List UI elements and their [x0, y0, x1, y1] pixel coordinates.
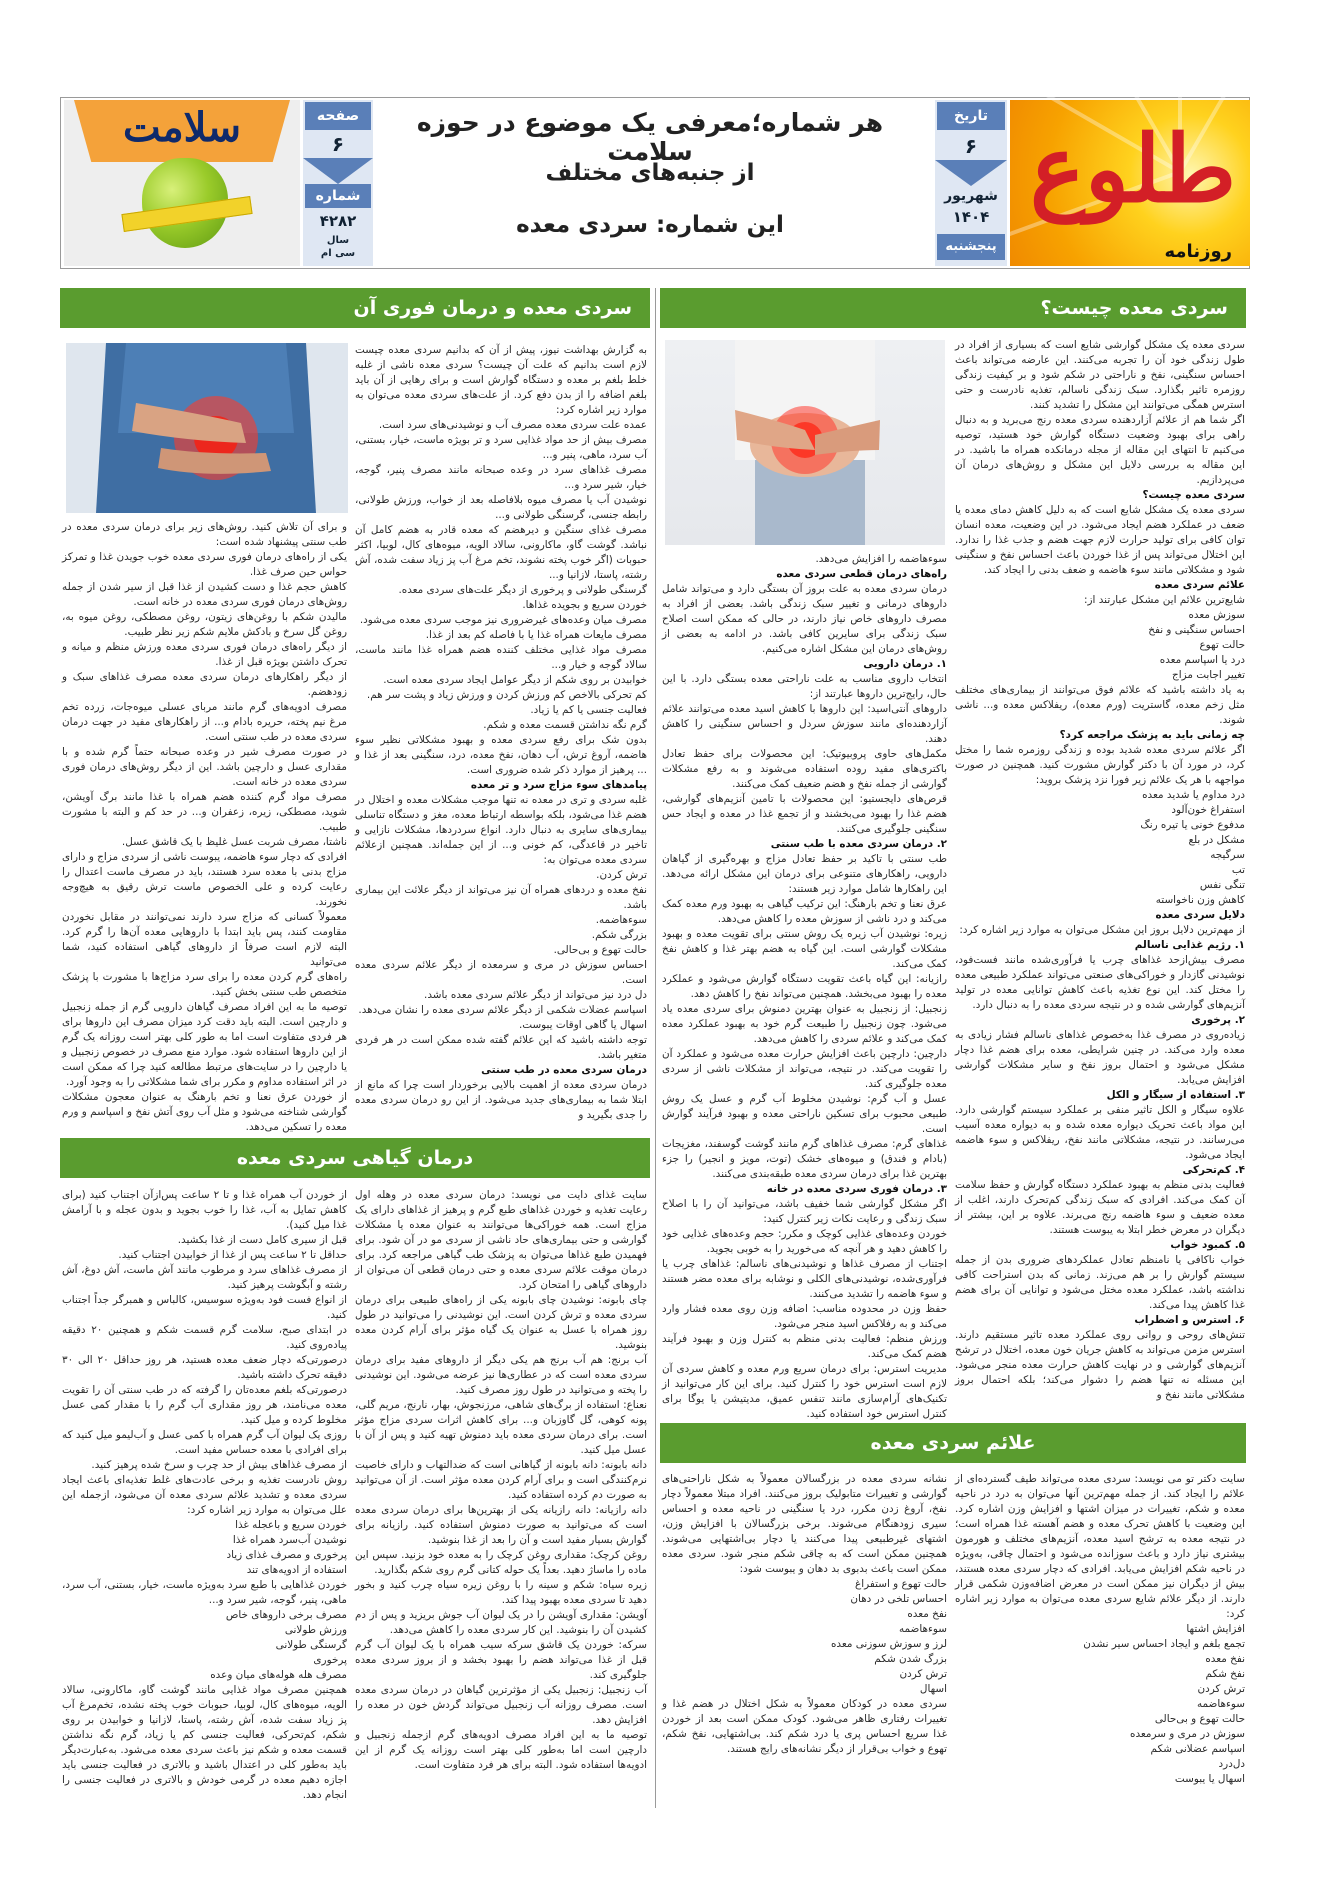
article-paragraph: ترش کردن.: [596, 869, 647, 881]
page-number: ۶: [331, 132, 345, 156]
article-paragraph: تب: [1231, 864, 1245, 876]
article-subheading: ۲. درمان سردی معده با طب سنتی: [770, 838, 947, 850]
article-paragraph: احساس تلخی در دهان: [850, 1593, 947, 1605]
article-paragraph: آویشن: مقداری آویشن را در یک لیوان آب جوش بریزید و پس از دم کشیدن آن را بنوشید. این کار سردی معده را کاهش می‌دهد.: [355, 1609, 647, 1636]
article-subheading: پیامدهای سوء مزاج سرد و تر معده: [470, 779, 647, 791]
article-paragraph: پرخوری و مصرف غذای زیاد: [226, 1549, 347, 1561]
left-section-title: سردی معده و درمان فوری آن: [60, 288, 650, 328]
article-paragraph: مصرف بیش از حد مواد غذایی سرد و تر بویژه ماست، خیار، بستنی، آب سرد، ماهی، پنیر و...: [355, 434, 647, 461]
article-paragraph: عرق نعنا و تخم بارهنگ: این ترکیب گیاهی به بهبود ورم معده کمک می‌کند و درد ناشی از سوزش معده را کاهش می‌دهد.: [662, 898, 947, 925]
article-paragraph: نوشیدن آب‌سرد همراه غذا: [232, 1534, 347, 1546]
page-divider: [655, 288, 656, 1808]
article-paragraph: اسهال یا گاهی اوقات یبوست.: [518, 1019, 647, 1031]
article-paragraph: مصرف غذاهای سرد در وعده صبحانه مانند مصرف پنیر، گوجه، خیار، شیر سرد و...: [355, 464, 647, 491]
article-paragraph: دل درد نیز می‌تواند از دیگر علائم سردی معده باشد.: [424, 989, 647, 1001]
article-paragraph: حالت تهوع: [1199, 639, 1245, 651]
article-paragraph: سوزش معده: [1188, 609, 1245, 621]
date-weekday: پنجشنبه: [937, 234, 1005, 260]
article-paragraph: عسل و آب گرم: نوشیدن مخلوط آب گرم و عسل یک روش طبیعی محبوب برای تسکین ناراحتی معده و بهبود فرآیند گوارش است.: [662, 1093, 947, 1135]
article-paragraph: قرص‌های دایجستیو: این محصولات با تامین آنزیم‌های گوارشی، هضم غذا را بهبود می‌بخشند و از تجمع غذا در معده و ایجاد حس سنگینی جلوگیری می‌کنند.: [662, 793, 947, 835]
article-paragraph: [955, 488, 1245, 503]
article-paragraph: توجه داشته باشید که این علائم گفته شده ممکن است در هر فردی متغیر باشد.: [355, 1034, 647, 1061]
date-tab-label: تاریخ: [937, 102, 1005, 130]
article-paragraph: مدیریت استرس: برای درمان سریع ورم معده و کاهش سردی آن لازم است استرس خود را کنترل کنید. برای این کار می‌توانید از تکنیک‌های آرام‌سازی مانند تنفس عمیق، مدیتیشن یا یوگا برای کنترل استرس خود استفاده کنید.: [662, 1363, 947, 1420]
article-paragraph: بزرگ شدن شکم: [874, 1653, 947, 1665]
article-paragraph: تجمع بلغم و ایجاد احساس سیر نشدن: [1083, 1638, 1245, 1650]
article-paragraph: مدفوع خونی یا تیره رنگ: [1140, 819, 1245, 831]
article-paragraph: از خوردن عرق نعنا و تخم بارهنگ به عنوان معجون مشکلات گوارشی شناخته می‌شود و مثل آب روی آتش نفخ و اسپاسم و ورم معده را تسکین می‌دهد.: [62, 1091, 347, 1133]
article-paragraph: [955, 908, 1245, 923]
article-paragraph: زیره: نوشیدن آب زیره یک روش سنتی برای تقویت معده و بهبود مشکلات گوارشی است. این گیاه به هضم بهتر غذا و کاهش نفخ کمک می‌کند.: [662, 928, 947, 970]
article-paragraph: مصرف میان وعده‌های غیرضروری نیز موجب سردی معده می‌شود.: [359, 614, 647, 626]
article-subheading: ۳. درمان فوری سردی معده در خانه: [766, 1183, 947, 1195]
article-paragraph: درمان سردی معده از اهمیت بالایی برخوردار است چرا که مانع از ابتلا شما به بیماری‌های جدید می‌شود. از این رو درمان سردی معده را جدی بگیرید و: [355, 1079, 647, 1121]
article-paragraph: سردی معده یک مشکل گوارشی شایع است که بسیاری از افراد در طول زندگی خود آن را تجربه می‌کنند. این عارضه می‌تواند باعث احساس سنگینی، نفخ و ناراحتی در شکم شود و بر کیفیت زندگی روزمره تاثیر بگذارد. سبک زندگی ناسالم، تغذیه نادرست و حتی استرس همگی می‌توانند این مشکل را تشدید کنند.: [955, 339, 1245, 411]
article-paragraph: زنجبیل: از زنجبیل به عنوان بهترین دمنوش برای سردی معده یاد می‌شود. چون زنجبیل را طبیعت گرم خود به بهبود عملکرد معده کمک می‌کند و علائم سردی را کاهش می‌دهد.: [662, 1003, 947, 1045]
article-paragraph: مصرف مواد گرم کننده هضم همراه با غذا مانند برگ آویشن، شوید، مصطکی، زیره، زعفران و... در حد کم و البته با مشورت طبیب.: [62, 791, 347, 833]
symptoms-col-d: [662, 1472, 947, 1807]
article-paragraph: احساس سنگینی و نفخ: [1148, 624, 1245, 636]
article-paragraph: سوءهاضمه: [898, 1623, 947, 1635]
article-subheading: علائم سردی معده: [1154, 579, 1245, 591]
article-paragraph: دانه بابونه: دانه بابونه از گیاهانی است که ضدالتهاب و دارای خاصیت نرم‌کنندگی است و برای آرام کردن معده مؤثر است. از آن می‌توانید به صورت دم کرده استفاده کنید.: [355, 1459, 647, 1501]
article-paragraph: شایع‌ترین علائم این مشکل عبارتند از:: [1084, 594, 1245, 606]
article-paragraph: حفظ وزن در محدوده مناسب: اضافه وزن روی معده فشار وارد می‌کند و به رفلاکس اسید منجر می‌شود.: [662, 1303, 947, 1330]
article-paragraph: نفخ معده و دردهای همراه آن نیز می‌تواند از دیگر علائت این بیماری باشد.: [355, 884, 647, 911]
article-paragraph: حالت تهوع و بی‌حالی.: [553, 944, 647, 956]
article-subheading: چه زمانی باید به پزشک مراجعه کرد؟: [1059, 729, 1245, 741]
article-paragraph: مصرف هله هوله‌های میان وعده: [210, 1669, 347, 1681]
article-paragraph: گرسنگی طولانی و پرخوری از دیگر علت‌های سردی معده.: [398, 584, 647, 596]
article-paragraph: استفاده از ادویه‌های تند: [246, 1564, 347, 1576]
article-paragraph: کم تحرکی بالاخص کم ورزش کردن و ورزش زیاد و پشت سر هم.: [366, 689, 647, 701]
article-paragraph: اسپاسم عضلات شکمی از دیگر علائم سردی معده را نشان می‌دهد.: [358, 1004, 647, 1016]
date-panel: [935, 100, 1007, 266]
article-paragraph: خواب ناکافی یا نامنظم تعادل عملکردهای ضروری بدن از جمله سیستم گوارش را بر هم می‌زند. زمانی که بدن استراحت کافی نداشته باشد، عملکرد معده مختل می‌شود و توانایی آن برای هضم غذا کاهش پیدا می‌کند.: [955, 1254, 1245, 1311]
logo-subtitle: روزنامه: [1164, 241, 1232, 262]
article-paragraph: خوردن غذاهایی با طبع سرد به‌ویژه ماست، خیار، بستنی، آب سرد، ماهی، پنیر، گوجه، شیر سرد و...: [62, 1579, 347, 1606]
date-year: ۱۴۰۴: [952, 208, 990, 226]
newspaper-logo: [1010, 100, 1250, 266]
article-paragraph: زیره سیاه: شکم و سینه را با روغن زیره سیاه چرب کنید و بخور دهید تا سردی معده بهبود پیدا کند.: [355, 1579, 647, 1606]
article-paragraph: نفخ معده: [907, 1608, 947, 1620]
section-badge-title: سلامت: [122, 104, 242, 151]
herbal-col-c: [355, 1188, 647, 1808]
symptoms-col-c: [955, 1472, 1245, 1807]
article-paragraph: از دیگر راه‌های درمان فوری سردی معده ورزش منظم و میانه و تحرک داشتن بویژه قبل از غذا.: [62, 641, 347, 668]
article-subheading: ۴. کم‌تحرکی: [1182, 1164, 1245, 1176]
article-paragraph: سوءهاضمه.: [595, 914, 647, 926]
date-month: شهریور: [944, 188, 998, 204]
article-paragraph: از مصرف غذاهای بیش از حد چرب و سرخ شده پرهیز کنید.: [91, 1459, 347, 1471]
volume-number: سی ام: [320, 248, 356, 259]
article-paragraph: اسپاسم عضلانی شکم: [1150, 1743, 1245, 1755]
herbal-section-title: درمان گیاهی سردی معده: [60, 1138, 650, 1178]
article-subheading: ۲. پرخوری: [1191, 1014, 1245, 1026]
article-subheading: درمان سردی معده در طب سنتی: [481, 1064, 647, 1076]
article-paragraph: اسهال: [919, 1683, 947, 1695]
article-paragraph: و برای آن تلاش کنید. روش‌های زیر برای درمان سردی معده در طب سنتی پیشنهاد شده است:: [62, 521, 347, 548]
article-paragraph: دانه رازیانه: دانه رازیانه یکی از بهترین‌ها برای درمان سردی معده است که می‌توانید به صورت دمنوش استفاده کنید. رازیانه برای گوارش بسیار مفید است و آن را بعد از غذا بنوشید.: [355, 1504, 647, 1546]
article-paragraph: علاوه سیگار و الکل تاثیر منفی بر عملکرد سیستم گوارشی دارد. این مواد باعث تحریک دیواره معده شده و به دیواره معده آسیب می‌رسانند. در نتیجه، مشکلاتی مانند نفخ، ریفلاکس و سوء هاضمه ایجاد می‌شود.: [955, 1104, 1245, 1161]
article-paragraph: درمان سردی معده به علت بروز آن بستگی دارد و می‌تواند شامل داروهای درمانی و تغییر سبک زندگی باشد. بعضی از افراد به مصرف داروهای خاص نیاز دارند، در حالی که ممکن است اصلاح سبک زندگی برای سایرین کافی باشد. در ادامه به بعضی از روش‌های درمان این مشکل اشاره می‌کنیم.: [662, 583, 947, 655]
headline-line-3: این شماره: سردی معده: [516, 212, 784, 238]
article-paragraph: اسهال یا یبوست: [1174, 1773, 1245, 1785]
article-paragraph: [355, 1063, 647, 1078]
article-paragraph: انتخاب داروی مناسب به علت ناراحتی معده بستگی دارد. با این حال، رایج‌ترین داروها عبارتند از:: [662, 673, 947, 700]
article-paragraph: روش نادرست تغذیه و برخی عادت‌های غلط تغذیه‌ای باعث ایجاد سردی معده و تشدید علائم سردی معده آن می‌شود، ازجمله این علل می‌توان به موارد زیر اشاره کرد:: [62, 1474, 347, 1516]
article-paragraph: افرادی که دچار سوء هاضمه، یبوست ناشی از سردی مزاج و دارای مزاج بدنی با معده سرد هستند، باید در مصرف ماست اعتدال را رعایت کرده و علی الخصوص ماست ترش رقیق به هیچ‌وجه نخورند.: [62, 851, 347, 908]
article-paragraph: فعالیت بدنی منظم به بهبود عملکرد دستگاه گوارش و حفظ سلامت آن کمک می‌کند. افرادی که سبک زندگی کم‌تحرک دارند، اغلب از معده ضعیف و سوء هاضمه رنج می‌برند. علاوه بر این، بیشتر از دیگران در معرض خطر ابتلا به یبوست هستند.: [955, 1179, 1245, 1236]
article-paragraph: تنگی نفس: [1199, 879, 1245, 891]
abdomen-pain-photo: [66, 343, 348, 513]
article-paragraph: خوابیدن بر روی شکم از دیگر عوامل ایجاد سردی معده است.: [383, 674, 647, 686]
article-paragraph: زیاده‌روی در مصرف غذا به‌خصوص غذاهای ناسالم فشار زیادی به معده وارد می‌کند. در چنین شرایطی، معده برای هضم غذا دچار مشکل می‌شود و احتمال بروز نفخ و سایر مشکلات گوارشی افزایش می‌یابد.: [955, 1029, 1245, 1086]
article-paragraph: همچنین مصرف مواد غذایی مانند گوشت گاو، ماکارونی، سالاد الویه، میوه‌های کال، لوبیا، حبوبات خوب پخته نشده، تخم‌مرغ آب پز زیاد سفت شده، آش رشته، پاستا، لازانیا و خوابیدن بر روی شکم، کم‌تحرکی، فعالیت جنسی کم یا زیاد، گرم نگه نداشتن قسمت معده و شکم نیز باعث سردی معده می‌شود. به‌عبارت‌دیگر باید به‌طور کلی در اعتدال باشید و بالاتری در فعالیت جنسی باید اجازه دهیم معده در گرمی خودش و بالاتری در فعالیت جنسی را انجام دهد.: [62, 1684, 347, 1801]
article-paragraph: ناشتا، مصرف شربت عسل غلیظ با یک قاشق عسل.: [121, 836, 347, 848]
article-paragraph: گرم نگه نداشتن قسمت معده و شکم.: [483, 719, 647, 731]
article-paragraph: غلبه سردی و تری در معده نه تنها موجب مشکلات معده و اختلال در هضم غذا می‌شود، بلکه بواسطه ارتباط معده، مغز و دستگاه تناسلی بیماری‌های سایری به دنبال دارد. انواع سردردها، مشکلات نازایی و تاخیر در قاعدگی، کم خونی و... از این جمله‌اند. همچنین ازعلائم سردی معده می‌توان به:: [355, 794, 647, 866]
article-paragraph: [955, 1238, 1245, 1253]
headline-line-2: از جنبه‌های مختلف: [545, 160, 755, 186]
page-panel: [303, 100, 373, 266]
article-paragraph: مصرف مایعات همراه غذا یا با فاصله کم بعد از غذا.: [425, 629, 647, 641]
page-arrow-icon: [303, 158, 373, 184]
article-paragraph: درصورتی‌که بلغم معده‌تان را گرفته که در طب سنتی آن را تقویت معده می‌نامند، هر روز مقداری آب گرم را با مقدار کمی عسل مخلوط کرده و میل کنید.: [62, 1384, 347, 1426]
article-paragraph: پرخوری: [313, 1654, 347, 1666]
article-subheading: ۵. کمبود خواب: [1170, 1239, 1245, 1251]
article-paragraph: احساس سوزش در مری و سرمعده از دیگر علائم سردی معده است.: [355, 959, 647, 986]
article-paragraph: مکمل‌های حاوی پروبیوتیک: این محصولات برای حفظ تعادل باکتری‌های مفید روده استفاده می‌شوند و به رفع مشکلات گوارشی از جمله نفخ و هضم ضعیف کمک می‌کنند.: [662, 748, 947, 790]
article-paragraph: اگر علائم سردی معده شدید بوده و زندگی روزمره شما را مختل کرد، در مورد آن با دکتر گوارش مشورت کنید. همچنین در صورت مواجهه با هر یک علائم زیر فورا نزد پزشک بروید:: [955, 744, 1245, 786]
logo-wordmark: طلوع: [1030, 115, 1237, 223]
article-paragraph: خوردن وعده‌های غذایی کوچک و مکرر: حجم وعده‌های غذایی خود را کاهش دهید و هر آنچه که می‌خورید را به خوبی بجوید.: [662, 1228, 947, 1255]
article-paragraph: از انواع فست فود به‌ویژه سوسیس، کالباس و همبرگر جداً اجتناب کنید.: [62, 1294, 347, 1321]
article-paragraph: رازیانه: این گیاه باعث تقویت دستگاه گوارش می‌شود و عملکرد معده را بهبود می‌بخشد. همچنین می‌تواند نفخ را کاهش دهد.: [662, 973, 947, 1000]
article-paragraph: از دیگر راهکارهای درمان سردی معده مصرف غذاهای سبک و زودهضم.: [62, 671, 347, 698]
article-paragraph: طب سنتی با تاکید بر حفظ تعادل مزاج و بهره‌گیری از گیاهان دارویی، راهکارهای متنوعی برای درمان این مشکل ارائه می‌دهد. این راهکارها شامل موارد زیر هستند:: [662, 853, 947, 895]
article-paragraph: ترش کردن: [1197, 1683, 1245, 1695]
article-paragraph: مصرف بیش‌ازحد غذاهای چرب یا فرآوری‌شده مانند فست‌فود، نوشیدنی گازدار و خوراکی‌های صنعتی می‌تواند عملکرد طبیعی معده را مختل کند. این نوع تغذیه باعث کاهش توانایی معده در تولید آنزیم‌های گوارشی شده و در نتیجه سردی معده را به دنبال دارد.: [955, 954, 1245, 1011]
article-paragraph: [662, 837, 947, 852]
article-subheading: ۱. رژیم غذایی ناسالم: [1134, 939, 1245, 951]
article-paragraph: نشانه سردی معده در بزرگسالان معمولاً به شکل ناراحتی‌های گوارشی و تغییرات متابولیک بروز می‌کنند. افراد مبتلا معمولاً دچار نفخ، آروغ زدن مکرر، درد یا سنگینی در ناحیه معده و احساس سیری زودهنگام می‌شوند. برخی بزرگسالان با افزایش وزن، اشتهای غیرطبیعی پیدا می‌کنند یا دچار بی‌اشتهایی می‌شوند. همچنین ممکن است که به چاقی شکم منجر شود. سردی معده ممکن است باعث بدبوی بد دهان و یبوست شود:: [662, 1473, 947, 1575]
article-paragraph: مشکل در بلع: [1188, 834, 1245, 846]
right-section-title: سردی معده چیست؟: [660, 288, 1246, 328]
article-paragraph: روزی یک لیوان آب گرم همراه با کمی عسل و آب‌لیمو میل کنید که برای افرادی با معده حساس مفید است.: [62, 1429, 347, 1456]
article-paragraph: [955, 1163, 1245, 1178]
article-paragraph: توصیه ما به این افراد مصرف گیاهان دارویی گرم از جمله زنجبیل و دارچین است. البته باید دقت کرد میزان مصرف این داروها برای هر فردی متفاوت است اما به طور کلی بهتر است روزانه یک گرم از این داروها استفاده شود. موارد منع مصرف در خصوص زنجبیل و یا دارچین را در سایت‌های مرتبط مطالعه کنید چرا که ممکن است در اثر استفاده مداوم و مکرر برای شما مشکلاتی را به وجود آورد.: [62, 1001, 347, 1088]
article-paragraph: افزایش اشتها: [1186, 1623, 1245, 1635]
article-paragraph: در ابتدای صبح، سلامت گرم قسمت شکم و همچنین ۲۰ دقیقه پیاده‌روی کنید.: [62, 1324, 348, 1351]
article-paragraph: سردی معده در کودکان معمولاً به شکل اختلال در هضم غذا و تغییرات رفتاری ظاهر می‌شود. کودک ممکن است بعد از خوردن غذا سریع احساس پری یا درد شکم کند. بی‌اشتهایی، نفخ شکم، تهوع و خواب بی‌قرار از دیگر نشانه‌های رایج هستند.: [662, 1698, 947, 1755]
article-paragraph: [662, 1182, 947, 1197]
article-paragraph: یکی از راه‌های درمان فوری سردی معده خوب جویدن غذا و تمرکز حواس حین صرف غذا.: [62, 551, 347, 578]
article-paragraph: سایت غذای دایت می نویسد: درمان سردی معده در وهله اول رعایت تغذیه و خوردن غذاهای طبع گرم و پرهیز از غذاهای دارای یک مزاج است. همه خوراکی‌ها می‌توانند به عنوان معده یا مشکلات گوارشی و حتی بیماری‌های حاد ناشی از سردی مو در آن شود. برای فهمیدن طبع غذاها می‌توان به پزشک طب گیاهی مراجعه کرد. برای درمان موقت علائم سردی معده و حتی درمان قطعی آن می‌توان از داروهای گیاهی را امتحان کرد.: [355, 1189, 647, 1291]
article-paragraph: بدون شک برای رفع سردی معده و بهبود مشکلاتی نظیر سوء هاضمه، آروغ ترش، آب دهان، نفخ معده، درد، سنگینی بعد از غذا و ... پرهیز از موارد ذکر شده ضروری است.: [355, 734, 647, 776]
article-paragraph: مصرف مواد غذایی مختلف کننده هضم همراه غذا مانند ماست، سالاد گوجه و خیار و...: [355, 644, 647, 671]
article-paragraph: روغن کرچک: مقداری روغن کرچک را به معده خود بزنید. سپس این ماده را ماساژ دهید. بعداً یک حوله کتانی گرم روی شکم بگذارید.: [355, 1549, 647, 1576]
article-paragraph: در صورت مصرف شیر در وعده صبحانه حتماً گرم شده و با مقداری عسل و دارچین باشد. این از دیگر روش‌های درمان فوری سردی معده در خانه است.: [62, 746, 347, 788]
article-paragraph: فعالیت جنسی یا کم یا زیاد.: [530, 704, 647, 716]
article-paragraph: سایت دکتر تو می نویسد: سردی معده می‌تواند طیف گسترده‌ای از علائم را ایجاد کند. از جمله مهم‌ترین آنها می‌توان به درد در ناحیه معده و شکم، تغییرات در میزان اشتها و افزایش وزن اشاره کرد. این وضعیت با کاهش تحرک معده و هضم آهسته غذا همراه است؛ در نتیجه معده به ترشح اسید معده، آنزیم‌های مختلف و هورمون بیشتری نیاز دارد و باعث سوزانده می‌شود و احتمال چاقی، به‌ویژه در ناحیه شکم افزایش می‌یابد. افرادی که دچار سردی معده هستند، بیش از دیگران نیز ممکن است در معرض اضافه‌وزن شکمی قرار دارند. از دیگر علائم شایع سردی معده می‌توان به موارد زیر اشاره کرد:: [955, 1473, 1245, 1620]
article-paragraph: به گزارش بهداشت نیوز، پیش از آن که بدانیم سردی معده چیست لازم است بدانیم که علت آن چیست؟ سردی معده ناشی از غلبه خلط بلغم بر معده و دستگاه گوارش است و برای رهایی از آن باید بلغم اضافه را از بدن دفع کرد. از علت‌های سردی معده می‌توان به موارد زیر اشاره کرد:: [355, 344, 647, 416]
article-paragraph: عمده علت سردی معده مصرف آب و نوشیدنی‌های سرد است.: [378, 419, 647, 431]
article-paragraph: اجتناب از مصرف غذاها و نوشیدنی‌های ناسالم: غذاهای چرب یا فرآوری‌شده، نوشیدنی‌های الکلی و نوشابه برای معده مضر هستند و سوء هاضمه را تشدید می‌کنند.: [662, 1258, 947, 1300]
article-paragraph: [662, 657, 947, 672]
article-subheading: سردی معده چیست؟: [1142, 489, 1245, 501]
article-paragraph: حالت تهوع و استفراغ: [855, 1578, 947, 1590]
article-paragraph: [955, 728, 1245, 743]
article-paragraph: مالیدن شکم با روغن‌های زیتون، روغن مصطکی، روغن میوه به، روغن گل سرخ و بادکش ملایم شکم زیر نظر طبیب.: [62, 611, 347, 638]
article-paragraph: دل‌درد: [1218, 1758, 1245, 1770]
article-paragraph: [955, 1088, 1245, 1103]
article-paragraph: [955, 1013, 1245, 1028]
article-paragraph: استفراغ خون‌آلود: [1171, 804, 1245, 816]
article-paragraph: به یاد داشته باشید که علائم فوق می‌توانند از بیماری‌های مختلف مثل زخم معده، گاستریت (ورم معده)، ریفلاکس معده و... ناشی شوند.: [955, 684, 1245, 726]
article-paragraph: سوزش در مری و سرمعده: [1130, 1728, 1245, 1740]
article-paragraph: [662, 567, 947, 582]
article-paragraph: [355, 778, 647, 793]
article-paragraph: تغییر اجابت مزاج: [1172, 669, 1245, 681]
article-subheading: ۶. استرس و اضطراب: [1134, 1314, 1245, 1326]
issue-number: ۴۲۸۲: [319, 212, 357, 230]
article-paragraph: درد یا اسپاسم معده: [1159, 654, 1245, 666]
article-paragraph: از مصرف غذاهای سرد و مرطوب مانند آش ماست، آش دوغ، آش رشته و آبگوشت پرهیز کنید.: [62, 1264, 347, 1291]
article-paragraph: قبل از سیری کامل دست از غذا بکشید.: [177, 1234, 347, 1246]
article-paragraph: [955, 1313, 1245, 1328]
left-col-a: [355, 343, 647, 1135]
volume-label: سال: [326, 235, 350, 246]
article-paragraph: نعناع: استفاده از برگ‌های شاهی، مرزنجوش، بهار، نارنج، مریم گلی، پونه کوهی، گل گاوزبان و... برای کاهش اثرات سردی مزاج مؤثر است. برای درمان سردی معده باید دمنوش تهیه کنید و پس از آن با عسل میل کنید.: [355, 1399, 647, 1456]
issue-label: شماره: [305, 184, 371, 208]
article-subheading: دلایل سردی معده: [1155, 909, 1245, 921]
article-paragraph: سرگیجه: [1210, 849, 1245, 861]
article-paragraph: مصرف ادویه‌های گرم مانند مربای عسلی میوه‌جات، زرده تخم مرغ نیم پخته، حریره بادام و... از راهکارهای مفید در جهت درمان سردی معده در طب سنتی است.: [62, 701, 347, 743]
article-paragraph: دارچین: دارچین باعث افزایش حرارت معده می‌شود و عملکرد آن را تقویت می‌کند. در نتیجه، می‌تواند از مشکلات ناشی از سردی معده جلوگیری کند.: [662, 1048, 947, 1090]
stomach-pain-photo: [665, 340, 945, 545]
article-paragraph: آب زنجبیل: زنجبیل یکی از مؤثرترین گیاهان در درمان سردی معده است. مصرف روزانه آب زنجبیل می‌تواند گردش خون در معده را افزایش دهد.: [355, 1684, 647, 1726]
article-paragraph: از مهم‌ترین دلایل بروز این مشکل می‌توان به موارد زیر اشاره کرد:: [959, 924, 1245, 936]
article-paragraph: نفخ شکم: [1205, 1668, 1245, 1680]
right-col-a: [955, 338, 1245, 1413]
article-paragraph: چای بابونه: نوشیدن چای بابونه یکی از راه‌های طبیعی برای درمان سردی معده و ترش کردن است. این نوشیدنی را می‌توانید در طول روز همراه با عسل به عنوان یک گیاه مؤثر برای آرام کردن معده بنوشید.: [355, 1294, 647, 1351]
date-day: ۶: [964, 134, 978, 158]
article-paragraph: مصرف برخی داروهای خاص: [225, 1609, 347, 1621]
article-paragraph: بزرگی شکم.: [591, 929, 647, 941]
herbal-col-d: [62, 1188, 347, 1808]
article-paragraph: توصیه ما به این افراد مصرف ادویه‌های گرم ازجمله زنجبیل و دارچین است اما به‌طور کلی بهتر است روزانه یک گرم از این ادویه‌ها استفاده شود. البته برای هر فرد متفاوت است.: [355, 1729, 647, 1771]
article-paragraph: درصورتی‌که دچار ضعف معده هستید، هر روز حداقل ۲۰ الی ۳۰ دقیقه تحرک داشته باشید.: [62, 1354, 348, 1381]
article-paragraph: خوردن سریع و باعجله غذا: [235, 1519, 347, 1531]
article-paragraph: حالت تهوع و بی‌حالی: [1154, 1713, 1245, 1725]
article-paragraph: [955, 578, 1245, 593]
article-paragraph: ترش کردن: [899, 1668, 947, 1680]
date-arrow-icon: [935, 160, 1007, 186]
article-paragraph: معمولاً کسانی که مزاج سرد دارند نمی‌توانند در مقابل نخوردن مقاومت کنند، پس باید ابتدا با داروهایی معده آن‌ها را گرم کرد. البته لازم است صرفاً از داروهای گیاهی استفاده کنید، شما می‌توانید: [62, 911, 347, 968]
page-tab-label: صفحه: [305, 102, 371, 130]
article-paragraph: نوشیدن آب یا مصرف میوه بلافاصله بعد از خواب، ورزش طولانی، رابطه جنسی، گرسنگی طولانی و...: [355, 494, 647, 521]
article-paragraph: ورزش طولانی: [284, 1624, 347, 1636]
article-paragraph: راه‌های گرم کردن معده را برای سرد مزاج‌ها با مشورت با پزشک متخصص طب سنتی بخش کنید.: [62, 971, 347, 998]
article-subheading: ۱. درمان دارویی: [863, 658, 947, 670]
article-paragraph: نفخ معده: [1205, 1653, 1245, 1665]
article-paragraph: غذاهای گرم: مصرف غذاهای گرم مانند گوشت گوسفند، مغزیجات (بادام و فندق) و میوه‌های خشک (توت، مویز و انجیر) را جزء بهترین غذا برای درمان سردی معده طبقه‌بندی می‌کنند.: [662, 1138, 947, 1180]
article-paragraph: سوءهاضمه: [1196, 1698, 1245, 1710]
article-subheading: ۳. استفاده از سیگار و الکل: [1106, 1089, 1245, 1101]
article-paragraph: اگر مشکل گوارشی شما خفیف باشد، می‌توانید آن را با اصلاح سبک زندگی و رعایت نکات زیر کنترل کنید:: [662, 1198, 947, 1225]
article-paragraph: درد مداوم یا شدید معده: [1142, 789, 1245, 801]
article-paragraph: سرکه: خوردن یک قاشق سرکه سیب همراه با یک لیوان آب گرم قبل از غذا می‌تواند هضم را بهبود بخشد و از بروز سردی معده جلوگیری کند.: [355, 1639, 647, 1681]
article-paragraph: ورزش منظم: فعالیت بدنی منظم به کنترل وزن و بهبود فرآیند هضم کمک می‌کند.: [662, 1333, 947, 1360]
article-paragraph: داروهای آنتی‌اسید: این داروها با کاهش اسید معده می‌توانند علائم آزاردهنده‌ای مانند سوزش سردل و احساس سنگینی را کاهش دهند.: [662, 703, 947, 745]
article-paragraph: سردی معده یک مشکل شایع است که به دلیل کاهش دمای معده یا ضعف در عملکرد هضم ایجاد می‌شود. در این وضعیت، معده انسان توان کافی برای تولید حرارت لازم جهت هضم و جذب غذا را ندارد. این اختلال می‌تواند پس از غذا خوردن باعث احساس نفخ و سنگینی شود و مشکلاتی مانند سوء هاضمه و ضعف بدنی را ایجاد کند.: [955, 504, 1245, 576]
headline-line-1: هر شماره؛معرفی یک موضوع در حوزه سلامت: [416, 108, 884, 166]
section-badge: [64, 100, 300, 266]
article-paragraph: گرسنگی طولانی: [275, 1639, 347, 1651]
article-paragraph: خوردن سریع و بجویده غذاها.: [522, 599, 647, 611]
article-paragraph: لرز و سوزش سوزنی معده: [830, 1638, 947, 1650]
article-paragraph: آب برنج: هم آب برنج هم یکی دیگر از داروهای مفید برای درمان سردی معده است که در عطاری‌ها نیز عرضه می‌شود. این نوشیدنی را پخته و می‌توانید در طول روز مصرف کنید.: [355, 1354, 647, 1396]
article-subheading: راه‌های درمان قطعی سردی معده: [776, 568, 947, 580]
right-col-b: [662, 552, 947, 1420]
left-col-b: [62, 520, 347, 1135]
article-paragraph: [955, 938, 1245, 953]
article-paragraph: از خوردن آب همراه غذا و تا ۲ ساعت پس‌از‌آن اجتناب کنید (برای کاهش تمایل به آب، غذا را خوب بجوید و بدون عجله و با آرامش غذا میل کنید).: [62, 1189, 347, 1231]
article-paragraph: سوءهاضمه را افزایش می‌دهد.: [815, 553, 947, 565]
article-paragraph: اگر شما هم از علائم آزاردهنده سردی معده رنج می‌برید و به دنبال راهی برای بهبود وضعیت دستگاه گوارش خود هستید، توصیه می‌کنیم تا انتهای این مقاله از مجله درمانکده همراه ما باشید. در این مقاله به بررسی دلایل این مشکل و روش‌های درمان آن می‌پردازیم.: [955, 414, 1245, 486]
article-paragraph: مصرف غذای سنگین و دیرهضم که معده قادر به هضم کامل آن نباشد. گوشت گاو، ماکارونی، سالاد الویه، میوه‌های کال، لوبیا، اکثر حبوبات (اگر خوب پخته نشوند، تخم مرغ آب پز زیاد سفت شده، آش رشته، پاستا، لازانیا و...: [355, 524, 647, 581]
article-paragraph: کاهش حجم غذا و دست کشیدن از غذا قبل از سیر شدن از جمله روش‌های درمان فوری سردی معده در خانه است.: [62, 581, 347, 608]
article-paragraph: حداقل تا ۲ ساعت پس از غذا از خوابیدن اجتناب کنید.: [118, 1249, 347, 1261]
article-paragraph: تنش‌های روحی و روانی روی عملکرد معده تاثیر مستقیم دارند. استرس مزمن می‌تواند به کاهش جریان خون معده، اختلال در ترشح آنزیم‌های گوارشی و در نهایت کاهش حرارت معده منجر می‌شود. این مسئله نه تنها هضم را دشوار می‌کند؛ بلکه احتمال بروز مشکلاتی مانند نفخ و: [955, 1329, 1245, 1401]
symptoms-section-title: علائم سردی معده: [660, 1423, 1246, 1463]
article-paragraph: کاهش وزن ناخواسته: [1155, 894, 1245, 906]
